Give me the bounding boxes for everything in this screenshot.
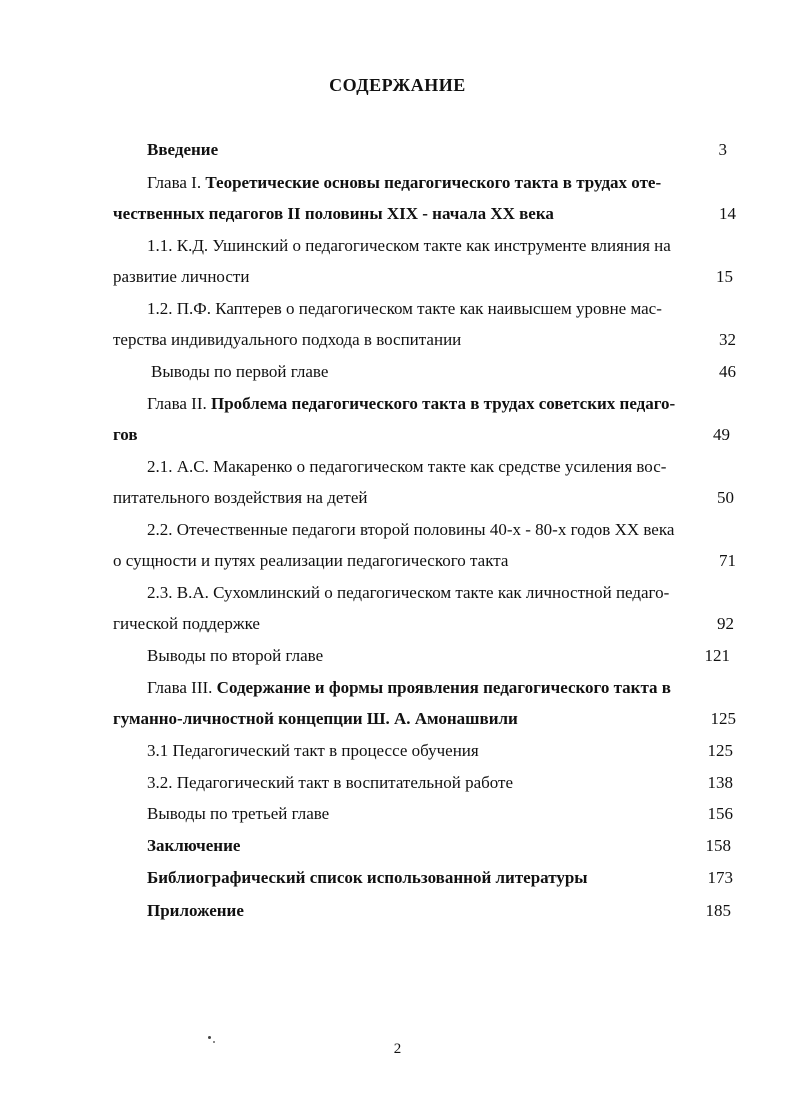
toc-ch2-line1 [147,394,675,414]
toc-ch2-title-l2: гов [113,425,138,444]
toc-ch1-title-l1: Теоретические основы педагогического такта в трудах оте- [205,173,662,192]
toc-ch2-page: 49 [713,425,730,444]
toc-s12-line1: 1.2. П.Ф. Каптерев о педагогическом такте как наивысшем уровне мас- [147,299,662,318]
toc-intro-label: Введение [147,140,219,159]
toc-s23-line2: гической поддержке [113,614,260,633]
toc-s22-page: 71 [719,551,736,570]
toc-s32-page: 138 [707,773,733,792]
toc-bibliography-page: 173 [707,868,733,887]
toc-appendix-label: Приложение [147,901,244,920]
toc-ch3-prefix: Глава III. [147,678,217,697]
toc-ch3-page: 125 [710,709,736,728]
toc-c1-label: Выводы по первой главе [151,362,329,381]
toc-s23-page: 92 [717,614,734,633]
toc-s22-line2: о сущности и путях реализации педагогического такта [113,551,509,570]
toc-intro-page: 3 [718,140,727,159]
toc-ch2-title-l1: Проблема педагогического такта в трудах советских педаго- [211,394,676,413]
toc-s21-line1: 2.1. А.С. Макаренко о педагогическом такте как средстве усиления вос- [147,457,667,476]
toc-c3-label: Выводы по третьей главе [147,804,330,823]
toc-conclusion-page: 158 [705,836,731,855]
toc-s11-line2: развитие личности [113,267,250,286]
toc-s11-line1: 1.1. К.Д. Ушинский о педагогическом такте как инструменте влияния на [147,236,671,255]
toc-c2-page: 121 [704,646,730,665]
toc-s23-line1: 2.3. В.А. Сухомлинский о педагогическом такте как личностной педаго- [147,583,670,602]
toc-s32-label: 3.2. Педагогический такт в воспитательной работе [147,773,514,792]
page-title: СОДЕРЖАНИЕ [329,75,466,95]
toc-conclusion-label: Заключение [147,836,241,855]
toc-ch3-line1 [147,678,671,698]
toc-ch1-line1 [147,173,661,193]
toc-appendix-page: 185 [705,901,731,920]
toc-c1-page: 46 [719,362,736,381]
toc-ch1-title-l2: чественных педагогов II половины XIX - начала XX века [113,204,554,223]
toc-bibliography-label: Библиографический список использованной литературы [147,868,588,887]
toc-s31-label: 3.1 Педагогический такт в процессе обучения [147,741,479,760]
toc-s12-page: 32 [719,330,736,349]
toc-s11-page: 15 [716,267,733,286]
toc-s22-line1: 2.2. Отечественные педагоги второй половины 40-х - 80-х годов XX века [147,520,675,539]
toc-s21-page: 50 [717,488,734,507]
toc-c3-page: 156 [707,804,733,823]
page-number: 2 [393,1041,402,1057]
toc-s31-page: 125 [707,741,733,760]
toc-ch3-title-l1: Содержание и формы проявления педагогического такта в [216,678,671,697]
scan-speck [208,1036,211,1039]
toc-ch1-page: 14 [719,204,736,223]
toc-ch3-title-l2: гуманно-личностной концепции Ш. А. Амонашвили [113,709,518,728]
toc-s12-line2: терства индивидуального подхода в воспитании [113,330,462,349]
toc-ch1-prefix: Глава I. [147,173,206,192]
toc-ch2-prefix: Глава II. [147,394,211,413]
toc-s21-line2: питательного воздействия на детей [113,488,368,507]
toc-c2-label: Выводы по второй главе [147,646,324,665]
